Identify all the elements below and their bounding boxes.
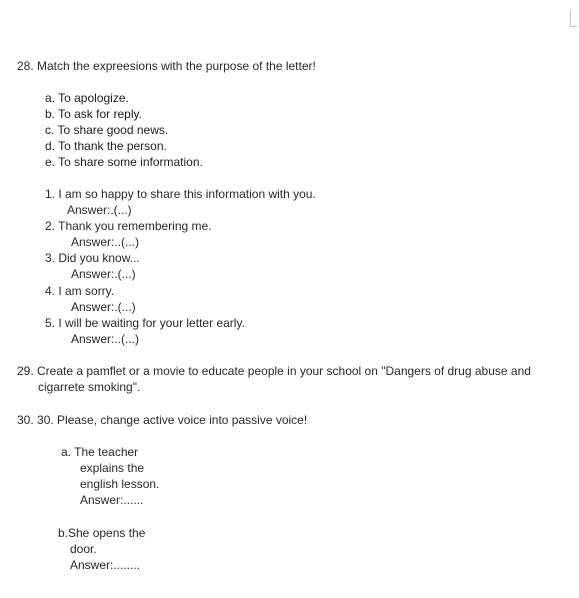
item-a-line-1: a. The teacher — [61, 445, 139, 459]
item-2-text: 2. Thank you remembering me. — [45, 219, 212, 233]
item-a-line-2: explains the — [80, 461, 145, 475]
option-d: d. To thank the person. — [45, 139, 167, 153]
item-3-text: 3. Did you know... — [45, 251, 140, 265]
item-a-answer: Answer:...... — [80, 493, 144, 507]
option-e: e. To share some information. — [45, 155, 203, 169]
item-b-line-2: door. — [70, 542, 97, 556]
option-b: b. To ask for reply. — [45, 107, 142, 121]
question-28-title: 28. Match the expreesions with the purpose of the letter! — [17, 59, 316, 73]
item-4-text: 4. I am sorry. — [45, 284, 115, 298]
item-b-answer: Answer:........ — [70, 558, 141, 572]
item-4-answer: Answer:.(...) — [71, 300, 136, 314]
item-1-text: 1. I am so happy to share this information with you. — [45, 187, 316, 201]
item-5-answer: Answer:..(...) — [71, 332, 140, 346]
item-3-answer: Answer:.(...) — [71, 267, 136, 281]
item-b-line-1: b.She opens the — [58, 526, 146, 540]
page-corner-mark — [570, 10, 577, 27]
item-5-text: 5. I will be waiting for your letter early. — [45, 316, 245, 330]
option-a: a. To apologize. — [45, 91, 129, 105]
item-2-answer: Answer:..(...) — [71, 235, 140, 249]
item-1-answer: Answer:.(...) — [67, 203, 132, 217]
option-c: c. To share good news. — [45, 123, 169, 137]
question-29-line-2: cigarrete smoking". — [38, 380, 141, 394]
question-29-line-1: 29. Create a pamflet or a movie to educate people in your school on "Dangers of drug abuse and — [17, 364, 531, 378]
question-30-title: 30. 30. Please, change active voice into passive voice! — [17, 413, 308, 427]
item-a-line-3: english lesson. — [80, 477, 160, 491]
